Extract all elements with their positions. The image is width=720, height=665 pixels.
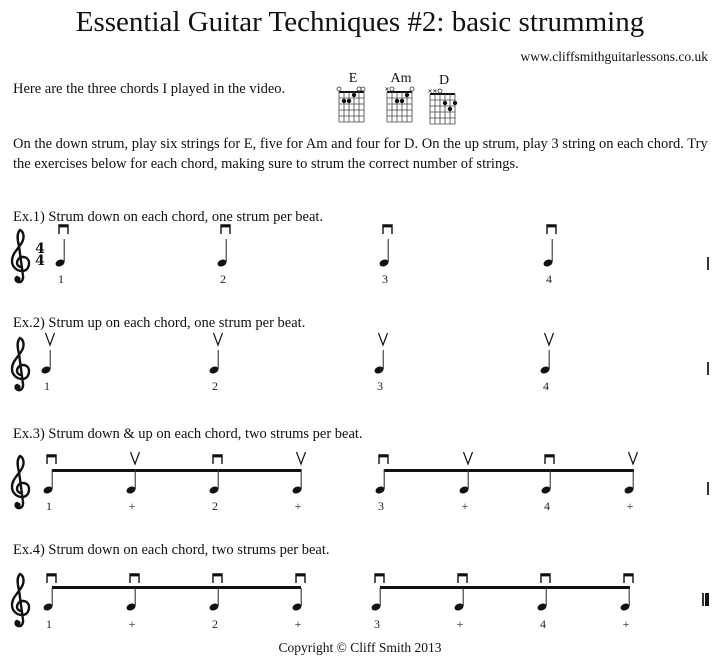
instructions-paragraph: On the down strum, play six strings for E, five for Am and four for D. On the up strum, play 3 string on each chord. Try the exercises below for each chord, making sure to strum the correct number of strings. [13,136,708,172]
beat-count: + [456,617,464,631]
beat-count: 4 [543,379,549,393]
strum-note [43,455,63,519]
beam [52,586,301,589]
chord-name: D [438,73,450,88]
beat-count: 1 [58,272,64,286]
beat-count: 3 [377,379,383,393]
beat-count: 2 [212,617,218,631]
beat-count: + [294,617,302,631]
website-url: www.cliffsmithguitarlessons.co.uk [520,49,708,64]
beat-count: 3 [378,499,384,513]
strum-note [624,452,644,516]
strum-note [209,574,229,638]
beat-count: + [622,617,630,631]
barline-icon [707,362,709,375]
strum-note [292,452,312,516]
beat-count: 1 [46,499,52,513]
beam [384,469,634,472]
strum-note [379,225,399,289]
treble-clef-icon [10,336,32,394]
strum-note [126,574,146,638]
beat-count: 2 [212,499,218,513]
beat-count: 4 [540,617,546,631]
strum-note [537,574,557,638]
beat-count: 4 [544,499,550,513]
beat-count: 1 [46,617,52,631]
beat-count: 2 [220,272,226,286]
strum-note [459,452,479,516]
beat-count: + [128,499,136,513]
time-signature [34,243,46,267]
strum-note [454,574,474,638]
strum-note [620,574,640,638]
beat-count: 1 [44,379,50,393]
beat-count: 2 [212,379,218,393]
chord-grid-d-icon [427,88,461,128]
strum-note [543,225,563,289]
beam [52,469,301,472]
beat-count: + [461,499,469,513]
beat-count: + [626,499,634,513]
chord-diagram-e [336,72,370,128]
chord-grid-am-icon [384,86,418,126]
final-barline-thin-icon [702,593,704,606]
treble-clef-icon [10,228,32,286]
strum-note [292,574,312,638]
final-barline-thick-icon [705,593,709,606]
treble-clef-icon [10,454,32,512]
page-title: Essential Guitar Techniques #2: basic strumming [75,6,645,38]
treble-clef-icon [10,572,32,630]
strum-note [41,333,61,397]
strum-note [540,333,560,397]
beat-count: 3 [374,617,380,631]
chord-diagram-am [384,72,418,128]
beat-count: + [128,617,136,631]
exercise-2-label: Ex.2) Strum up on each chord, one strum per beat. [13,315,306,331]
exercise-4-label: Ex.4) Strum down on each chord, two strums per beat. [13,542,330,558]
intro-text: Here are the three chords I played in the video. [13,81,286,97]
beat-count: 4 [546,272,552,286]
chord-name: E [348,71,358,86]
copyright: Copyright © Cliff Smith 2013 [278,640,442,655]
strum-note [43,574,63,638]
strum-note [217,225,237,289]
beat-count: 3 [382,272,388,286]
chord-diagram-d [427,74,461,130]
strum-note [55,225,75,289]
barline-icon [707,257,709,270]
strum-note [375,455,395,519]
beam [380,586,630,589]
strum-note [209,333,229,397]
strum-note [374,333,394,397]
beat-count: + [294,499,302,513]
time-signature-bottom: 4 [35,253,45,269]
exercise-3-label: Ex.3) Strum down & up on each chord, two strums per beat. [13,426,363,442]
strum-note [126,452,146,516]
strum-note [209,455,229,519]
exercise-1-label: Ex.1) Strum down on each chord, one strum per beat. [13,209,324,225]
time-signature-top: 4 [35,241,45,257]
chord-name: Am [390,71,412,86]
strum-note [541,455,561,519]
strum-note [371,574,391,638]
chord-grid-e-icon [336,86,370,126]
barline-icon [707,482,709,495]
